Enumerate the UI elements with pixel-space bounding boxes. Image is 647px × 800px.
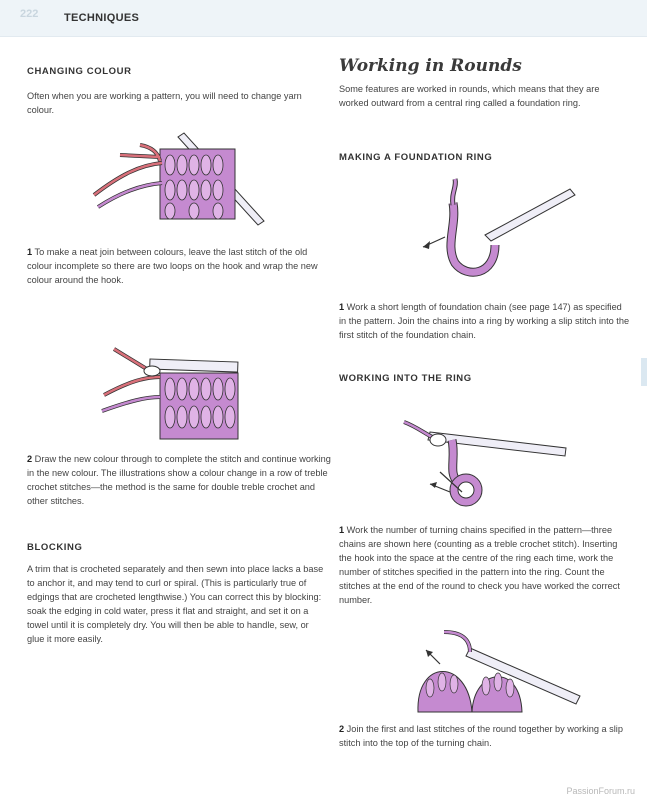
rounds-intro: Some features are worked in rounds, which means that they are worked outward from a central ring called a foundation ring.: [339, 84, 600, 108]
step-text: Join the first and last stitches of the round together by working a slip stitch into the top of the turning chain.: [339, 724, 623, 748]
join-round-illustration: [410, 628, 585, 713]
changing-colour-heading: CHANGING COLOUR: [27, 66, 132, 77]
into-ring-step1: [339, 523, 629, 607]
foundation-ring-step1: [339, 300, 631, 342]
blocking-text: A trim that is crocheted separately and then sewn into place lacks a base to anchor it, and may tend to curl or spiral. (This is particularly true of edgings that are crocheted lengthwise.) You can correct this by blocking: soak the edging in cold water, press it flat and straight, and set it on a towel until it is completely dry. You will then be able to handle, sew, or glue it more easily.: [27, 564, 324, 644]
foundation-ring-illustration: [415, 175, 585, 285]
into-ring-heading: WORKING INTO THE RING: [339, 373, 472, 384]
changing-colour-step1: [27, 245, 327, 287]
into-ring-illustration: [400, 418, 570, 513]
step-number: 2: [27, 454, 33, 464]
blocking-heading: BLOCKING: [27, 542, 83, 553]
section-title: Working in Rounds: [339, 56, 522, 76]
watermark: PassionForum.ru: [566, 786, 635, 796]
step-number: 1: [339, 525, 345, 535]
colour-change-illustration-1: [90, 135, 270, 230]
page-header: [0, 0, 647, 37]
page-number: 222: [20, 8, 39, 20]
step-text: To make a neat join between colours, leave the last stitch of the old colour incomplete so there are two loops on the hook and wrap the new colour around the hook.: [27, 247, 318, 285]
foundation-ring-heading: MAKING A FOUNDATION RING: [339, 152, 493, 163]
step-text: Draw the new colour through to complete the stitch and continue working in the new colour. The illustrations show a colour change in a row of treble crochet stitches—the method is the same for double treble crochet and other stitches.: [27, 454, 331, 506]
step-text: Work the number of turning chains specified in the pattern—three chains are shown here (counting as a treble crochet stitch). Inserting the hook into the space at the centre of the ring each time, work the number of stitches specified in the pattern into the ring. Count the stitches at the end of the round to check you have worked the correct number.: [339, 525, 620, 605]
changing-colour-intro: Often when you are working a pattern, you will need to change yarn colour.: [27, 91, 302, 115]
step-number: 2: [339, 724, 345, 734]
into-ring-step2: [339, 722, 629, 750]
colour-change-illustration-2: [100, 345, 260, 450]
sidebar-tab: [641, 358, 647, 386]
step-text: Work a short length of foundation chain (see page 147) as specified in the pattern. Join the chains into a ring by working a slip stitch into the first stitch of the foundation chain.: [339, 302, 630, 340]
step-number: 1: [27, 247, 33, 257]
section-label: TECHNIQUES: [64, 12, 140, 24]
step-number: 1: [339, 302, 345, 312]
changing-colour-step2: [27, 452, 332, 508]
